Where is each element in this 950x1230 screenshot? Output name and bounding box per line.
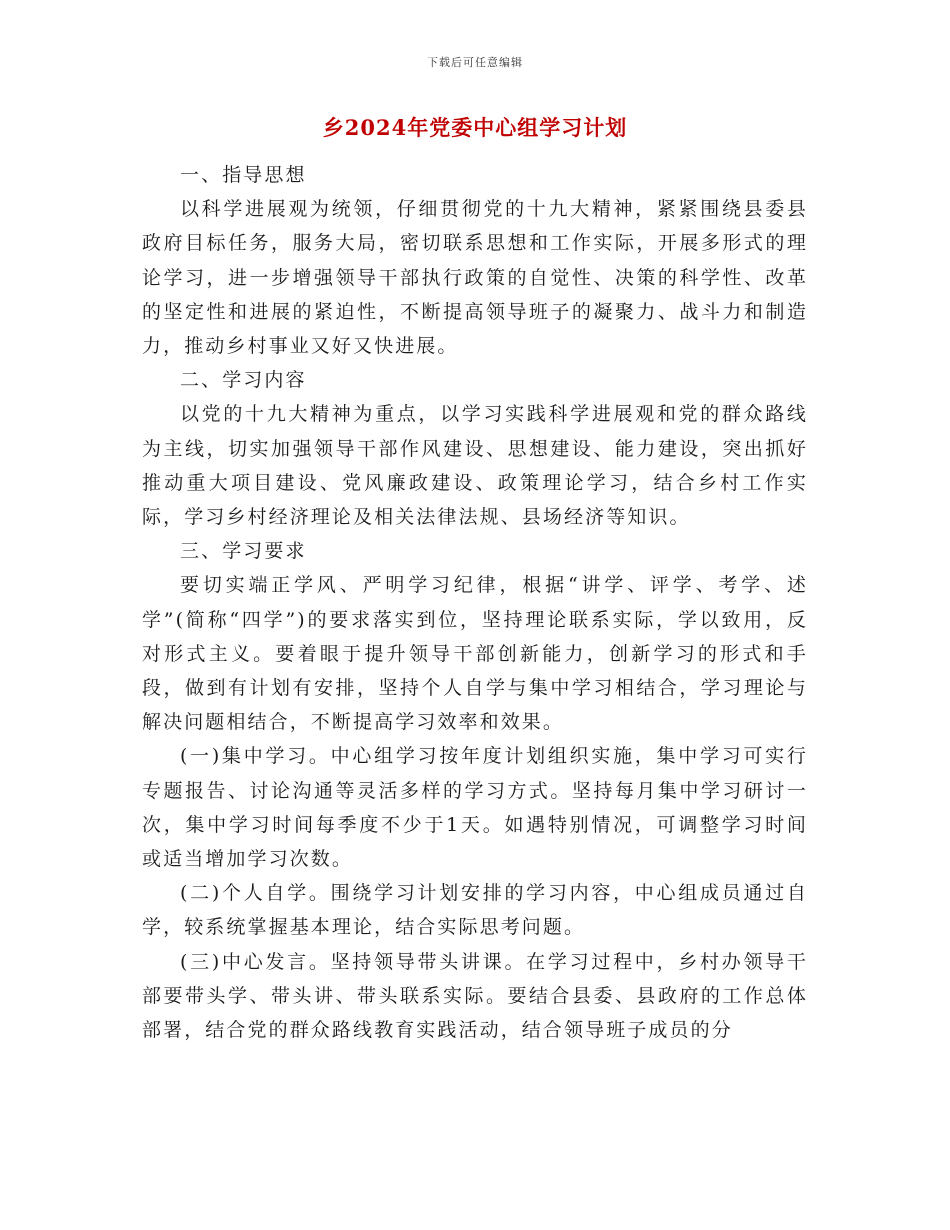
paragraph-guiding-ideology: 以科学进展观为统领，仔细贯彻党的十九大精神，紧紧围绕县委县政府目标任务，服务大局，密切联系思想和工作实际，开展多形式的理论学习，进一步增强领导干部执行政策的自觉性、决策的科学性、改革的坚定性和进展的紧迫性，不断提高领导班子的凝聚力、战斗力和制造力，推动乡村事业又好又快进展。 bbox=[142, 198, 808, 358]
paragraph-self-study: (二)个人自学。围绕学习计划安排的学习内容，中心组成员通过自学，较系统掌握基本理论，结合实际思考问题。 bbox=[142, 882, 808, 939]
paragraph-central-speech: (三)中心发言。坚持领导带头讲课。在学习过程中，乡村办领导干部要带头学、带头讲、带头联系实际。要结合县委、县政府的工作总体部署，结合党的群众路线教育实践活动，结合领导班子成员的分 bbox=[142, 950, 808, 1042]
section-heading-guiding-ideology: 一、指导思想 bbox=[180, 164, 307, 186]
section-heading-study-requirements: 三、学习要求 bbox=[180, 540, 307, 563]
document-title: 乡2024年党委中心组学习计划 bbox=[322, 115, 628, 140]
paragraph-centralized-study: (一)集中学习。中心组学习按年度计划组织实施，集中学习可实行专题报告、讨论沟通等灵活多样的学习方式。坚持每月集中学习研讨一次，集中学习时间每季度不少于1天。如遇特别情况，可调整学习时间或适当增加学习次数。 bbox=[142, 745, 808, 871]
paragraph-study-requirements: 要切实端正学风、严明学习纪律，根据“讲学、评学、考学、述学”(简称“四学”)的要求落实到位，坚持理论联系实际，学以致用，反对形式主义。要着眼于提升领导干部创新能力，创新学习的形式和手段，做到有计划有安排，坚持个人自学与集中学习相结合，学习理论与解决问题相结合，不断提高学习效率和效果。 bbox=[142, 574, 808, 734]
document-body bbox=[142, 158, 808, 1047]
section-heading-study-content: 二、学习内容 bbox=[180, 369, 307, 392]
header-note: 下载后可任意编辑 bbox=[427, 56, 523, 69]
paragraph-study-content: 以党的十九大精神为重点，以学习实践科学进展观和党的群众路线为主线，切实加强领导干部作风建设、思想建设、能力建设，突出抓好推动重大项目建设、党风廉政建设、政策理论学习，结合乡村工作实际，学习乡村经济理论及相关法律法规、县场经济等知识。 bbox=[142, 403, 808, 529]
